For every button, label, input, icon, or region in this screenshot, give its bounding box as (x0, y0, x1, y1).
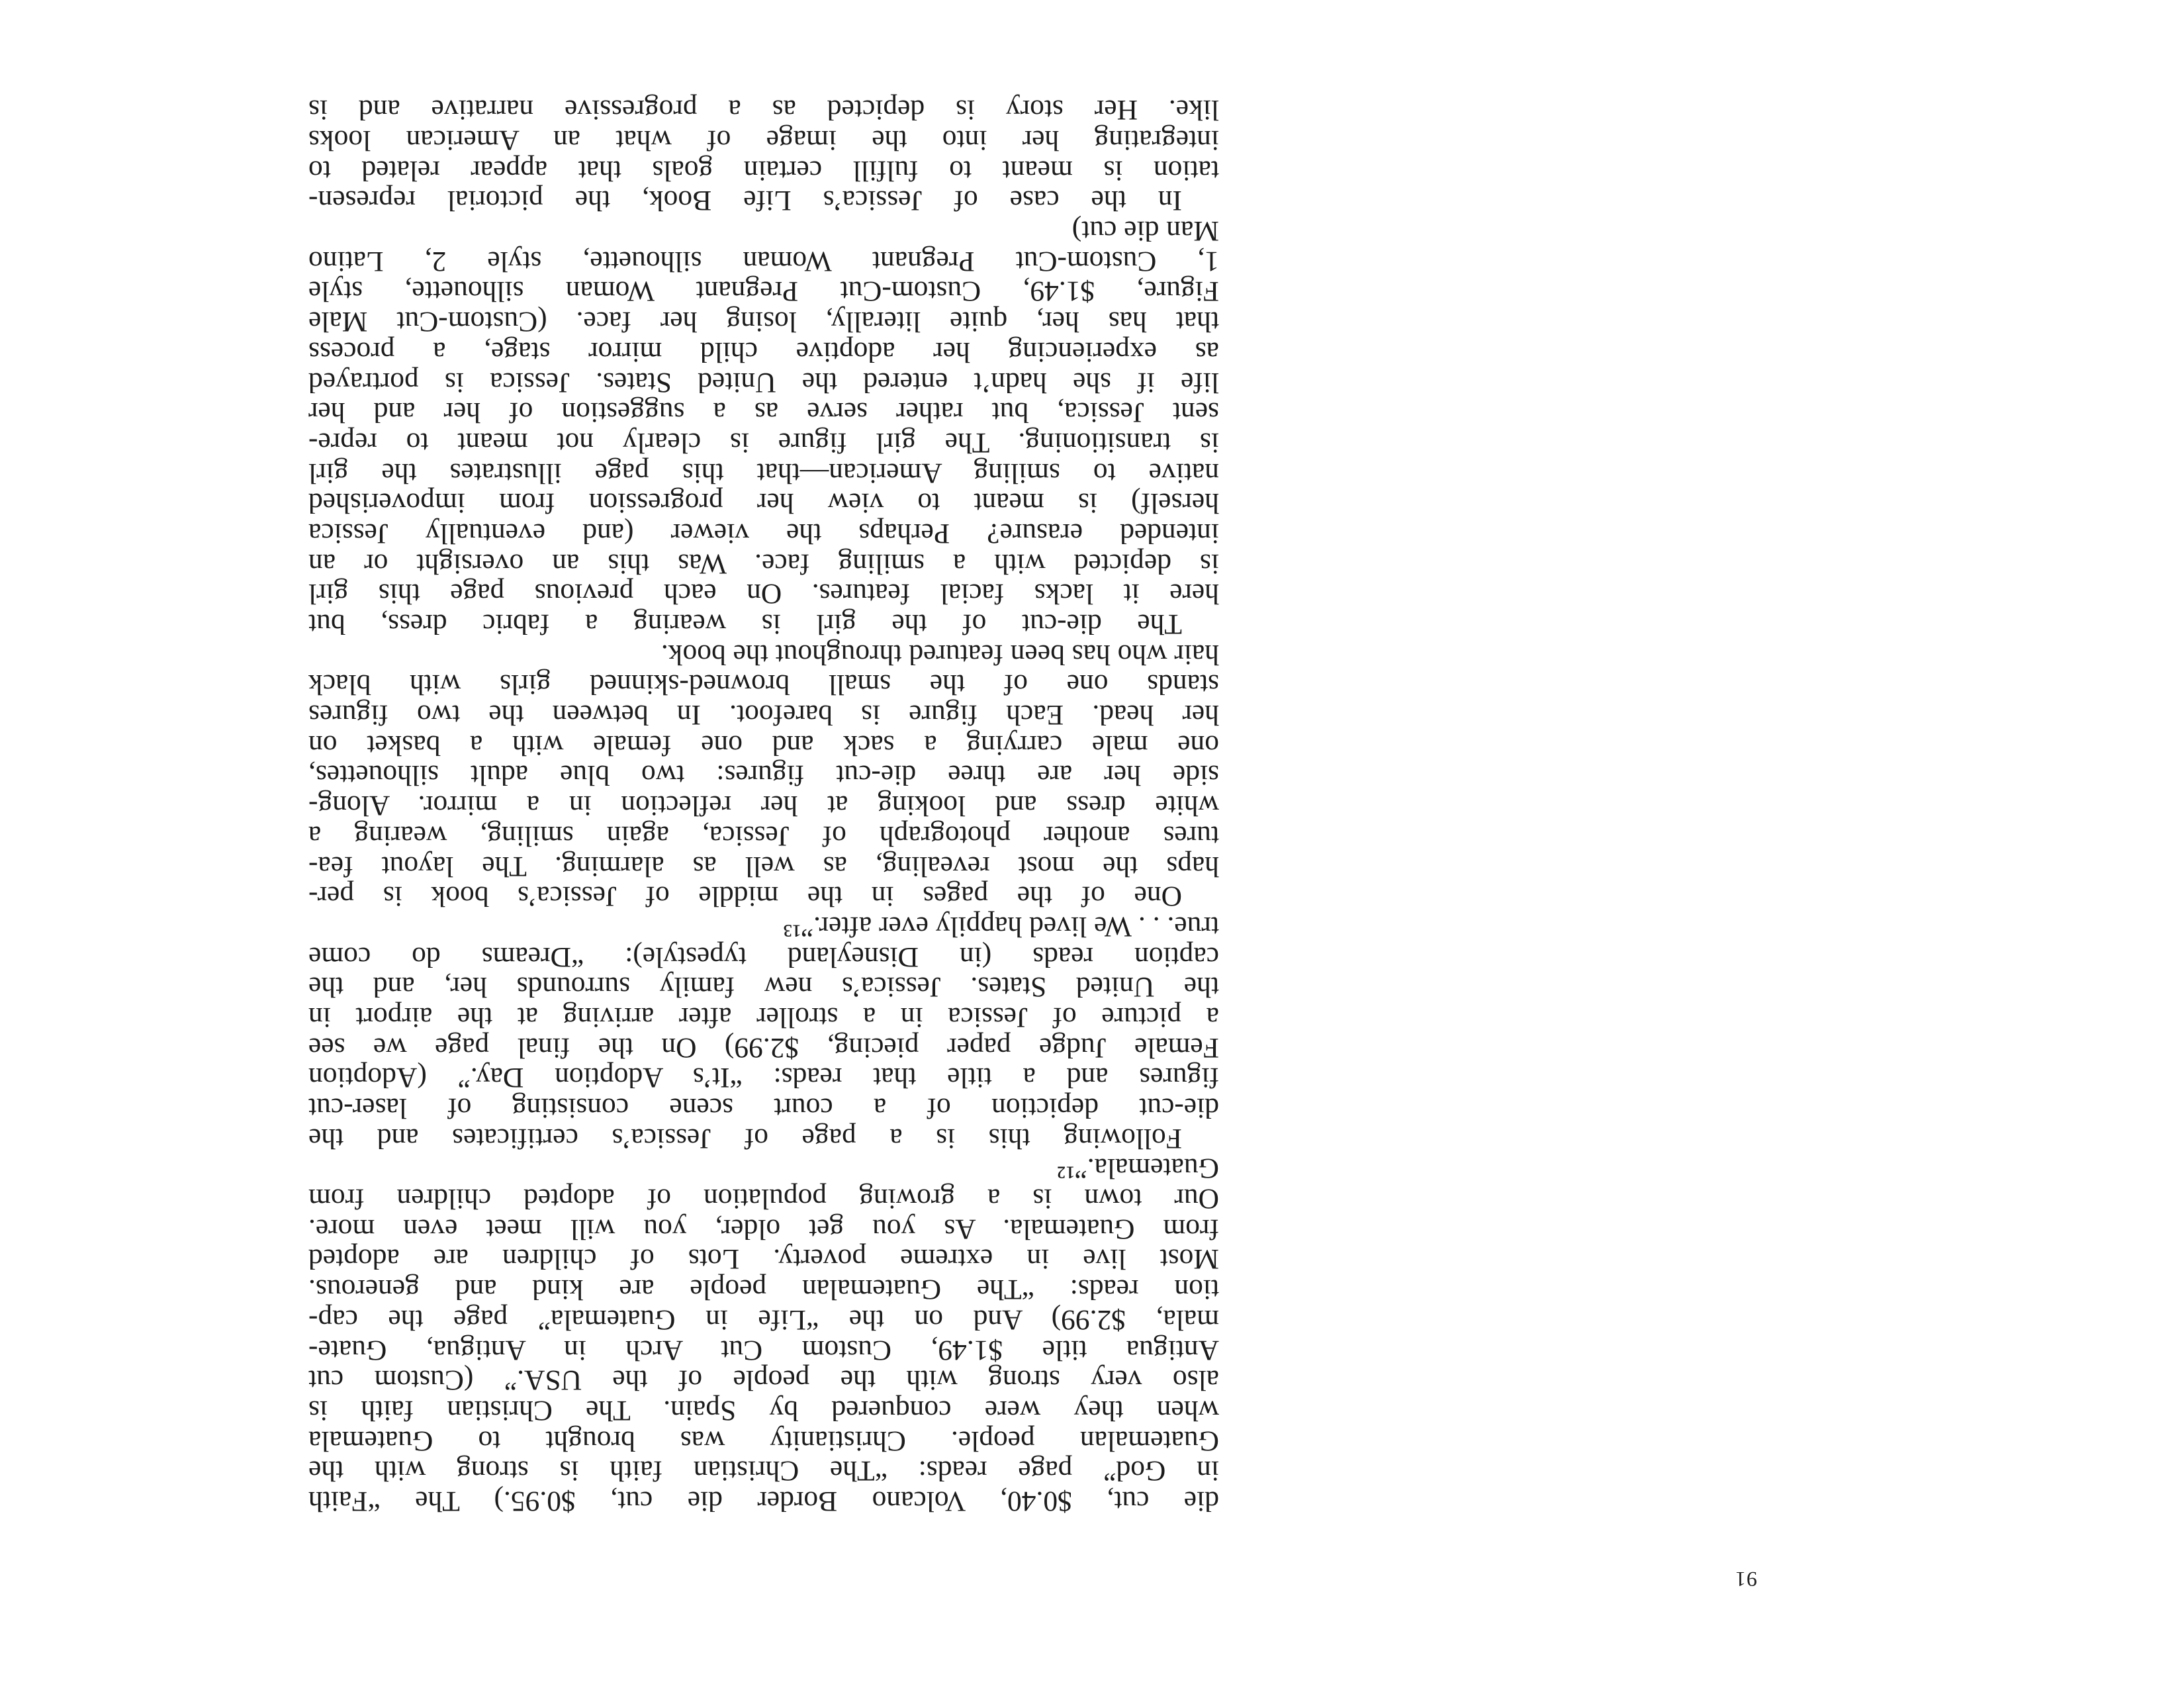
text-line: is transitioning. The girl figure is clearly not meant to repre- (308, 426, 1219, 459)
text-line: also very strong with the people of the USA.” (Custom cut (308, 1364, 1219, 1397)
page-number: 91 (1735, 1568, 1757, 1591)
text-line: that has her, quite literally, losing her face. (Custom-Cut Male (308, 306, 1219, 338)
text-line: as experiencing her adoptive child mirror stage, a process (308, 336, 1219, 368)
text-line: sent Jessica, but rather serve as a suggestion of her and her (308, 397, 1219, 429)
text-line: when they were conquered by Spain. The Christian faith is (308, 1394, 1219, 1427)
text-line: side her are three die-cut figures: two blue adult silhouettes, (308, 759, 1219, 792)
text-line: intended erasure? Perhaps the viewer (and eventually Jessica (308, 518, 1219, 549)
text-line: one male carrying a sack and one female with a basket on (308, 729, 1219, 761)
text-line: hair who has been featured throughout the book. (660, 638, 1219, 671)
text-line: The die-cut of the girl is wearing a fabric dress, but (308, 608, 1182, 641)
text-line: In the case of Jessica’s Life Book, the pictorial represen- (308, 185, 1182, 217)
text-line: caption reads (in Disneyland typestyle): “Dreams do come (308, 941, 1219, 973)
text-line: One of the pages in the middle of Jessica’s book is per- (308, 880, 1182, 913)
text-line: die cut, $0.40, Volcano Border die cut, $0.95.) The “Faith (308, 1485, 1219, 1517)
text-line: integrating her into the image of what an American looks (308, 124, 1219, 157)
text-line: life if she hadn’t entered the United States. Jessica is portrayed (308, 366, 1219, 399)
text-line: the United States. Jessica’s new family surrounds her, and the (308, 971, 1219, 1004)
text-line: Our town is a growing population of adopted children from (308, 1183, 1219, 1215)
body-text-column (308, 95, 1219, 1516)
text-line: tation is meant to fulfill certain goals that appear related to (308, 154, 1219, 187)
text-line: Guatemalan people. Christianity was brought to Guatemala (308, 1425, 1219, 1457)
text-line: mala, $2.99) And on the “Life in Guatemala” page the cap- (308, 1303, 1219, 1336)
text-line: like. Her story is depicted as a progressive narrative and is (308, 94, 1219, 126)
text-line: true. . . We lived happily ever after.”¹³ (783, 910, 1219, 943)
text-line: die-cut depiction of a court scene consisting of laser-cut (308, 1092, 1219, 1125)
text-line: Guatemala.”¹² (1057, 1152, 1219, 1185)
text-line: white dress and looking at her reflection in a mirror. Along- (308, 790, 1219, 822)
text-line: her head. Each figure is barefoot. In between the two figures (308, 699, 1219, 731)
text-line: is depicted with a smiling face. Was this an oversight or an (308, 547, 1219, 580)
text-line: figures and a title that reads: “It’s Adoption Day.” (Adoption (308, 1062, 1219, 1094)
text-line: Following this is a page of Jessica’s certificates and the (308, 1122, 1182, 1154)
text-line: 1, Custom-Cut Pregnant Woman silhouette, style 2, Latino (308, 245, 1219, 277)
text-line: tion reads: “The Guatemalan people are kind and generous. (308, 1274, 1219, 1306)
text-line: here it lacks facial features. On each previous page this girl (308, 578, 1219, 610)
text-line: native to smiling American—that this page illustrates the girl (308, 457, 1219, 489)
text-line: Figure, $1.49, Custom-Cut Pregnant Woman silhouette, style (308, 275, 1219, 308)
text-line: stands one of the small browned-skinned girls with black (308, 669, 1219, 701)
text-line: Most live in extreme poverty. Lots of children are adopted (308, 1243, 1219, 1276)
text-line: Antigua title $1.49, Custom Cut Arch in Antigua, Guate- (308, 1334, 1219, 1366)
text-line: from Guatemala. As you get older, you will meet even more. (308, 1213, 1219, 1245)
text-line: Man die cut) (1071, 215, 1219, 248)
text-line: a picture of Jessica in a stroller after arriving at the airport in (308, 1002, 1219, 1033)
text-line: herself) is meant to view her progression from impoverished (308, 487, 1219, 520)
text-line: tures another photograph of Jessica, again smiling, wearing a (308, 820, 1219, 852)
text-line: Female Judge paper piecing, $2.99) On the final page we see (308, 1031, 1219, 1064)
text-line: haps the most revealing, as well as alarming. The layout fea- (308, 850, 1219, 882)
text-line: in God” page reads: “The Christian faith is strong with the (308, 1455, 1219, 1487)
